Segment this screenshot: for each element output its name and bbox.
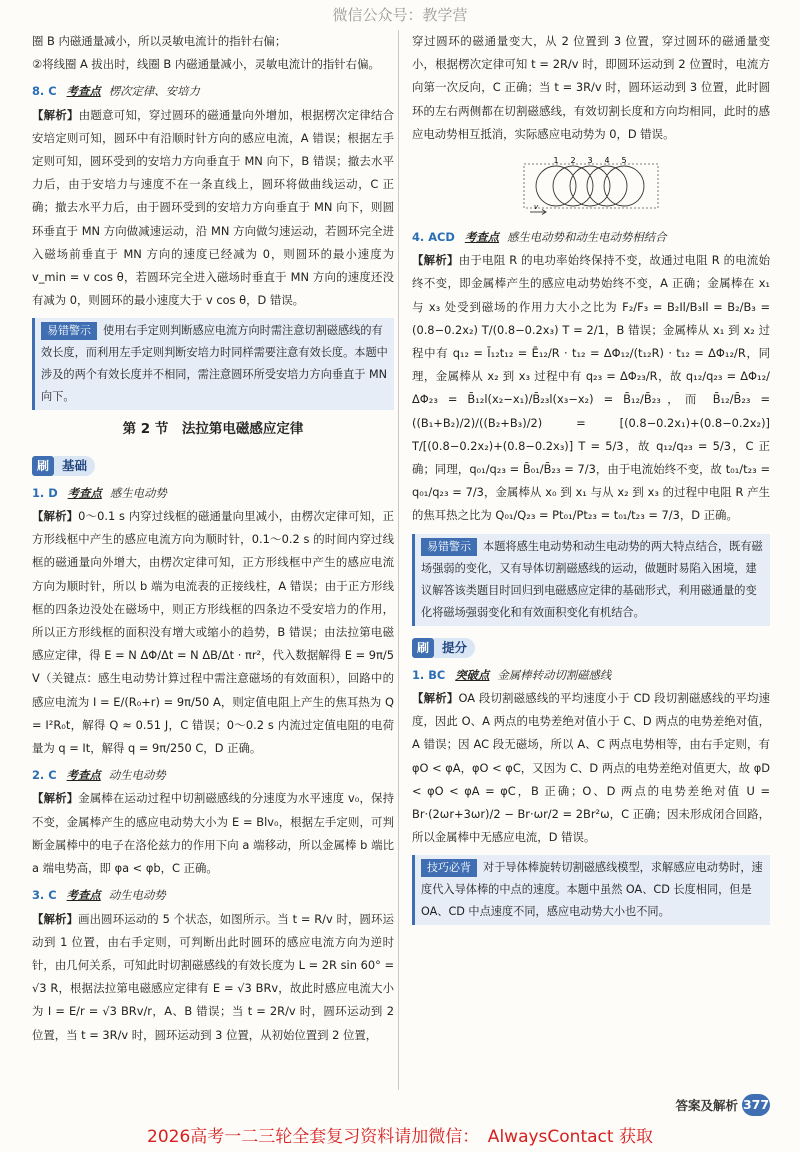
q8-topic: 楞次定律、安培力	[108, 84, 200, 99]
q1b-text: OA 段切割磁感线的平均速度小于 CD 段切割磁感线的平均速度，因此 O、A 两点的电势差绝对值小于 C、D 两点的电势差绝对值，A 错误；因 AC 段无磁场，所以 A、C 两点电势相等，由右手定则，有 φO < φA，φO < φC，又因为 C、D 两点的电势差绝对值更大，故 φD < φO < φA = φC，B 正确；O、D 两点的电势差绝对值 U = Br·(2ωr+3ωr)/2 − Br·ωr/2 = 2Br²ω，C 正确；因未形成闭合回路，所以金属棒中无感应电流，D 错误。	[412, 691, 770, 845]
q1b-number: 1. BC	[412, 667, 446, 682]
q4-text: 由于电阻 R 的电功率始终保持不变，故通过电阻 R 的电流始终不变，即金属棒产生的感应电动势始终不变，A 正确；金属棒在 x₁ 与 x₃ 处受到磁场的作用力大小之比为 F₂/F₃ = B₂Il/B₃Il = B₂/B₃ = (0.8−0.2x₂) T/(0.8−0.2x₃) T = 2/1，B 错误；金属棒从 x₁ 到 x₂ 过程中有 q₁₂ = Ī₁₂t₁₂ = Ē₁₂/R · t₁₂ = ΔΦ₁₂/(t₁₂R) · t₁₂ = ΔΦ₁₂/R，同理，金属棒从 x₂ 到 x₃ 过程中有 q₂₃ = ΔΦ₂₃/R，故 q₁₂/q₂₃ = ΔΦ₁₂/ΔΦ₂₃ = B̄₁₂l(x₂−x₁)/B̄₂₃l(x₃−x₂) = B̄₁₂/B̄₂₃，而 B̄₁₂/B̄₂₃ = ((B₁+B₂)/2)/((B₂+B₃)/2) = [(0.8−0.2x₁)+(0.8−0.2x₂)] T/[(0.8−0.2x₂)+(0.8−0.2x₃)] T = 5/3，故 q₁₂/q₂₃ = 5/3，C 正确；同理，q₀₁/q₂₃ = B̄₀₁/B̄₂₃ = 7/3，由于电流始终不变，故 t₀₁/t₂₃ = q₀₁/q₂₃ = 7/3，金属棒从 x₀ 到 x₁ 与从 x₂ 到 x₃ 的过程中电阻 R 产生的焦耳热之比为 Q₀₁/Q₂₃ = Pt₀₁/Pt₂₃ = t₀₁/t₂₃ = 7/3，D 正确。	[412, 253, 770, 523]
q8-jx: 【解析】	[32, 107, 79, 122]
q3-analysis	[32, 908, 394, 1047]
warning-tag-1: 易错警示	[41, 322, 97, 340]
ring-label-4: 4	[604, 156, 610, 166]
page-label: 答案及解析	[675, 1098, 738, 1113]
q1-jx: 【解析】	[32, 509, 79, 524]
q4-kp-label: 考查点	[464, 230, 500, 245]
right-column	[412, 30, 770, 931]
page-number-box	[675, 1094, 770, 1116]
ring-label-1: 1	[553, 156, 559, 166]
section-title: 第 2 节 法拉第电磁感应定律	[122, 421, 304, 438]
q1-analysis	[32, 505, 394, 760]
q1-heading	[32, 482, 394, 505]
ring-label-3: 3	[587, 156, 593, 166]
q1b-jx: 【解析】	[412, 691, 459, 706]
q2-text: 金属棒在运动过程中切割磁感线的分速度为水平速度 v₀，保持不变，金属棒产生的感应电动势大小为 E = Blv₀，根据左手定则，可判断金属棒中的电子在洛伦兹力的作用下向 a 端移动，所以金属棒 b 端比 a 端电势高，即 φa < φb，C 正确。	[32, 791, 394, 876]
ring-label-5: 5	[621, 156, 627, 166]
intro-line-1: 圈 B 内磁通量减小，所以灵敏电流计的指针右偏；	[32, 34, 287, 48]
q8-text: 由题意可知，穿过圆环的磁通量向外增加，根据楞次定律结合安培定则可知，圆环中有沿顺时针方向的感应电流，A 错误；根据左手定则可知，圆环受到的安培力方向垂直于 MN 向下，B 错误；撤去水平力后，由于安培力与速度不在一条直线上，圆环将做曲线运动，C 正确；撤去水平力后，由于圆环受到的安培力方向垂直于 MN 向下，则圆环垂直于 MN 方向做减速运动，沿 MN 方向做匀速运动，若圆环完全进入磁场前垂直于 MN 方向的速度已经减为 0，则圆环的最小速度为 v_min = v cos θ，若圆环完全进入磁场时垂直于 MN 方向的速度还没有减为 0，则圆环的最小速度大于 v cos θ，D 错误。	[32, 107, 394, 308]
watermark-text: 微信公众号：教学营	[332, 6, 468, 24]
q2-heading	[32, 764, 394, 787]
improve-tag	[412, 638, 475, 658]
q3-text: 画出圆环运动的 5 个状态，如图所示。当 t = R/v 时，圆环运动到 1 位置，由右手定则，可判断出此时圆环的感应电流方向为逆时针，由几何关系，可知此时切割磁感线的有效长度为 L = 2R sin 60° = √3 R，根据法拉第电磁感应定律有 E = √3 BRv，故此时感应电流大小为 I = E/r = √3 BRv/r，A、B 错误；当 t = 2R/v 时，圆环运动到 2 位置，当 t = 3R/v 时，圆环运动到 3 位置，从初始位置到 2 位置，	[32, 911, 394, 1042]
q1-topic: 感生电动势	[109, 485, 167, 500]
q3-continued: 穿过圆环的磁通量变大，从 2 位置到 3 位置，穿过圆环的磁通量变小，根据楞次定律可知 t = 2R/v 时，即圆环运动到 2 位置时，电流方向第一次反向，C 正确；当 t = 3R/v 时，圆环运动到 3 位置，此时圆环的左右两侧都在切割磁感线，有效切割长度和方向均相同，此时的感应电动势相互抵消，实际感应电动势为 0，D 错误。	[412, 34, 770, 141]
q4-topic: 感生电动势和动生电动势相结合	[506, 230, 667, 245]
q1b-kp-label: 突破点	[455, 667, 490, 682]
tip-tag: 技巧必背	[421, 859, 477, 877]
column-divider	[398, 30, 399, 1090]
basics-tag	[32, 456, 95, 476]
rings-diagram	[516, 154, 666, 220]
warning-tag-2: 易错警示	[421, 538, 477, 556]
q3-heading	[32, 884, 394, 907]
q4-number: 4. ACD	[412, 230, 455, 245]
basics-name: 基础	[54, 456, 95, 476]
warning-box-2	[412, 534, 770, 626]
q3-number: 3. C	[32, 888, 57, 903]
warning-box-1	[32, 318, 394, 410]
improve-shua: 刷	[412, 638, 434, 658]
q1-number: 1. D	[32, 485, 58, 500]
q1-text: 0～0.1 s 内穿过线框的磁通量向里减小，由楞次定律可知，正方形线框中产生的感应电流方向为顺时针，0.1～0.2 s 的时间内穿过线框的磁通量向外增大，由楞次定律可知，正方形线框中产生的感应电流方向为顺时针，所以 b 端为电流表的正接线柱，A 错误；由于正方形线框的四条边没处在磁场中，则正方形线框的四条边不受安培力的作用，所以正方形线框的面积没有增大或缩小的趋势，B 错误；由法拉第电磁感应定律，得 E = N ΔΦ/Δt = N ΔB/Δt · πr²，代入数据解得 E = 9π/5 V（关键点：感生电动势计算过程中需注意磁场的有效面积），回路中的感应电流为 I = E/(R₀+r) = 9π/50 A，则定值电阻上产生的焦耳热为 Q = I²R₀t，解得 Q ≈ 0.51 J，C 错误；0～0.2 s 内流过定值电阻的电荷量为 q = It，解得 q = 9π/250 C，D 正确。	[32, 509, 394, 756]
q2-number: 2. C	[32, 768, 57, 783]
q2-kp-label: 考查点	[66, 768, 101, 783]
q3-topic: 动生电动势	[108, 888, 166, 903]
q8-heading	[32, 80, 394, 103]
improve-name: 提分	[434, 638, 475, 658]
intro-line-2: ②将线圈 A 拔出时，线圈 B 内磁通量减小，灵敏电流计的指针右偏。	[32, 57, 380, 72]
q1b-heading	[412, 664, 770, 687]
page-number: 377	[742, 1094, 770, 1116]
ring-label-2: 2	[570, 156, 576, 166]
q2-jx: 【解析】	[32, 791, 79, 806]
q1-kp-label: 考查点	[67, 485, 102, 500]
warning-text-2: 本题将感生电动势和动生电动势的两大特点结合，既有磁场强弱的变化，又有导体切割磁感线的运动，做题时易陷入困境，建议解答该类题目时回归到电磁感应定律的基础形式，利用磁通量的变化将磁场强弱变化和有效面积变化有机结合。	[421, 539, 763, 619]
tip-text: 对于导体棒旋转切割磁感线模型，求解感应电动势时，速度代入导体棒的中点的速度。本题中虽然 OA、CD 长度相同，但是 OA、CD 中点速度不同，感应电动势大小也不同。	[421, 861, 763, 919]
basics-shua: 刷	[32, 456, 54, 476]
footer-banner: 2026高考一二三轮全套复习资料请加微信： AlwaysContact 获取	[147, 1127, 653, 1147]
tip-box	[412, 855, 770, 925]
q8-analysis	[32, 104, 394, 313]
warning-text-1: 使用右手定则判断感应电流方向时需注意切割磁感线的有效长度，而利用左手定则判断安培力时同样需要注意有效长度。本题中涉及的两个有效长度并不相同，需注意圆环所受安培力方向垂直于 MN 向下。	[41, 324, 388, 404]
left-column	[32, 30, 394, 1047]
q1b-analysis	[412, 687, 770, 849]
q4-heading	[412, 226, 770, 249]
velocity-label: v	[534, 203, 539, 212]
q8-number: 8. C	[32, 84, 57, 99]
q8-kp-label: 考查点	[66, 84, 101, 99]
field-region	[524, 164, 658, 208]
q2-analysis	[32, 787, 394, 880]
q3-kp-label: 考查点	[66, 888, 101, 903]
q4-analysis	[412, 249, 770, 527]
q1b-topic: 金属棒转动切割磁感线	[497, 667, 612, 682]
q4-jx: 【解析】	[412, 253, 459, 268]
q2-topic: 动生电动势	[108, 768, 166, 783]
q3-jx: 【解析】	[32, 911, 79, 926]
